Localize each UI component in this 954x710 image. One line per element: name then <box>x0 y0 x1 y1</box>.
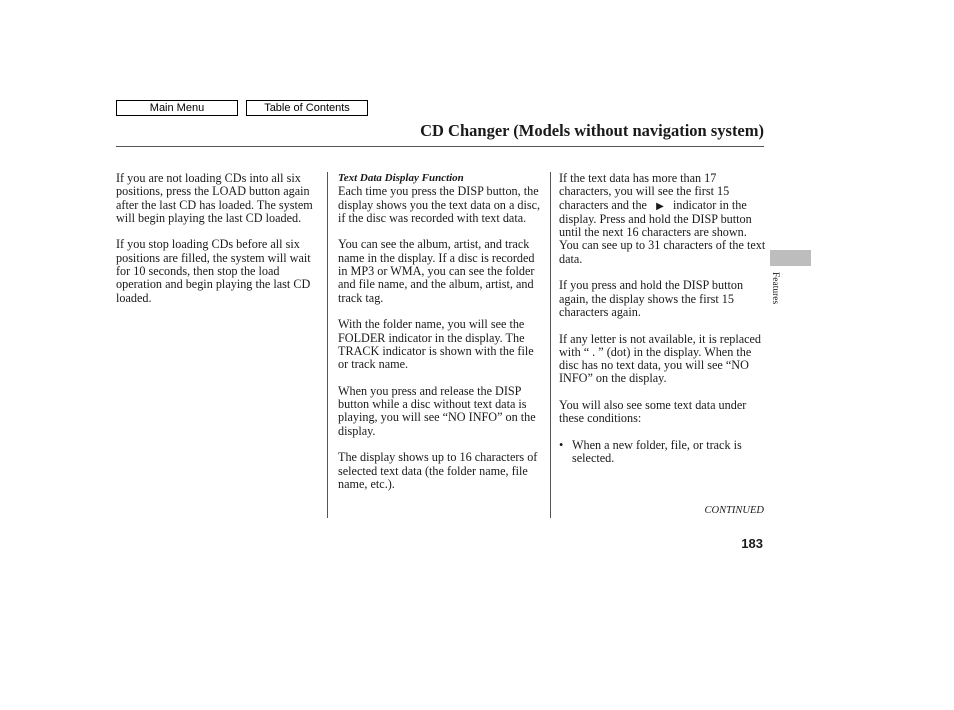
paragraph: If you press and hold the DISP button again, the display shows the first 15 characters again. <box>559 278 744 319</box>
bullet-icon: • <box>559 437 564 452</box>
paragraph: You will also see some text data under these conditions: <box>559 398 747 426</box>
paragraph: You can see the album, artist, and track name in the display. If a disc is recorded in MP3 or WMA, you can see the folder and file name, and the album, artist, and track tag. <box>338 237 535 305</box>
paragraph: With the folder name, you will see the FOLDER indicator in the display. The TRACK indicator is shown with the file or track name. <box>338 317 534 372</box>
paragraph: If you are not loading CDs into all six positions, press the LOAD button again after the last CD has loaded. The system will begin playing the last CD loaded. <box>116 171 313 225</box>
column-divider <box>327 172 328 518</box>
list-item-text: When a new folder, file, or track is selected. <box>572 437 742 466</box>
paragraph: When you press and release the DISP button while a disc without text data is playing, you will see “NO INFO” on the display. <box>338 383 536 438</box>
list-item <box>559 439 767 466</box>
play-indicator-icon: ▶ <box>656 200 664 212</box>
page-title: CD Changer (Models without navigation system) <box>420 121 764 140</box>
page-number: 183 <box>741 536 763 551</box>
main-menu-button[interactable]: Main Menu <box>116 100 238 116</box>
section-tab-marker <box>770 250 811 266</box>
table-of-contents-button[interactable]: Table of Contents <box>246 100 368 116</box>
paragraph-text: If the text data has more than 17 characters, you will see the first 15 characters and the <box>559 171 730 212</box>
paragraph: The display shows up to 16 characters of selected text data (the folder name, file name, etc.). <box>338 450 538 491</box>
column-left <box>116 172 320 318</box>
paragraph: If you stop loading CDs before all six positions are filled, the system will wait for 10 seconds, then stop the load operation and begin playing the last CD loaded. <box>116 237 311 305</box>
section-heading: Text Data Display Function <box>338 172 464 184</box>
paragraph <box>559 172 767 266</box>
title-rule <box>116 146 764 147</box>
column-right <box>559 172 767 466</box>
paragraph: Each time you press the DISP button, the display shows you the text data on a disc, if the disc was recorded with text data. <box>338 184 541 225</box>
continued-label: CONTINUED <box>704 505 764 516</box>
paragraph-text: indicator in the display. Press and hold the DISP button until the next 16 characters are shown. You can see up to 31 characters of the text data. <box>559 197 766 266</box>
section-tab-label: Features <box>770 272 780 305</box>
paragraph: If any letter is not available, it is replaced with “ . ” (dot) in the display. When the disc has no text data, you will see “NO INFO” on the display. <box>559 331 762 386</box>
column-divider <box>550 172 551 518</box>
column-middle <box>338 172 546 504</box>
